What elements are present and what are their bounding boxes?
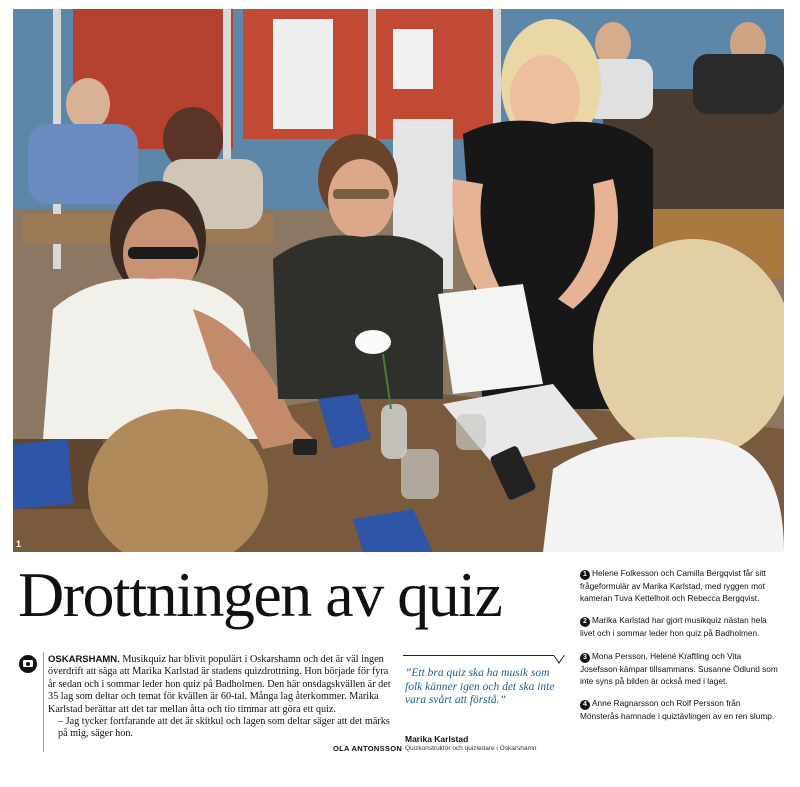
camera-icon <box>19 655 37 673</box>
caption-3 <box>580 650 780 687</box>
quote-pointer-inner <box>554 655 564 662</box>
caption-text: Helene Folkesson och Camilla Bergqvist får sitt frågeformulär av Marika Karlstad, med ryggen mot kameran Tuva Kettelhoit och Rebecca Bergqvist. <box>580 568 766 604</box>
caption-text: Anne Ragnarsson och Rolf Persson från Mönsterås hamnade i quiztävlingen av en ren slump. <box>580 698 775 722</box>
quote-role: Quizkonstruktör och quizledare i Oskarshamn <box>405 745 537 752</box>
caption-1 <box>580 567 780 604</box>
headline: Drottningen av quiz <box>18 559 502 630</box>
quote-rule <box>403 655 563 656</box>
photo-illustration <box>13 9 784 552</box>
quote-author: Marika Karlstad <box>405 734 469 744</box>
caption-number: 4 <box>580 700 590 710</box>
divider <box>43 652 44 752</box>
article-body <box>48 654 393 741</box>
caption-text: Marika Karlstad har gjort musikquiz nästan hela livet och i sommar leder hon quiz på Badholmen. <box>580 615 767 639</box>
byline: OLA ANTONSSON <box>333 744 403 753</box>
caption-number: 2 <box>580 617 590 627</box>
caption-text: Mona Persson, Helené Kraftling och Vita Josefsson kämpar tillsammans. Susanne Ödlund som inte syns på bilden är också med i laget. <box>580 650 778 686</box>
dateline: OSKARSHAMN. <box>48 654 120 665</box>
pull-quote: ”Ett bra quiz ska ha musik som folk känner igen och det ska inte vara svårt att förstå.” <box>405 667 555 706</box>
body-paragraph-2: – Jag tycker fortfarande att det är skitkul och lagen som deltar säger att det märks på mig, säger hon. <box>58 716 390 740</box>
caption-2 <box>580 614 780 639</box>
caption-4 <box>580 697 780 722</box>
caption-number: 1 <box>580 570 590 580</box>
body-paragraph-1: Musikquiz har blivit populärt i Oskarshamn och det är väl ingen överdrift att säga att Marika Karlstad är stadens quizdrottning. Hon började för fyra år sedan och i sommar leder hon quiz på Badholmen. Den här onsdagskvällen är det 35 lag som deltar och temat för kvällen är 60-tal. Många lag återkommer. Marika Karlstad berättar att det tar mellan åtta och tio timmar att göra ett quiz. <box>48 654 391 715</box>
photo-captions <box>580 567 780 732</box>
photo-number: 1 <box>16 539 22 549</box>
article-photo <box>13 9 784 552</box>
caption-number: 3 <box>580 653 590 663</box>
